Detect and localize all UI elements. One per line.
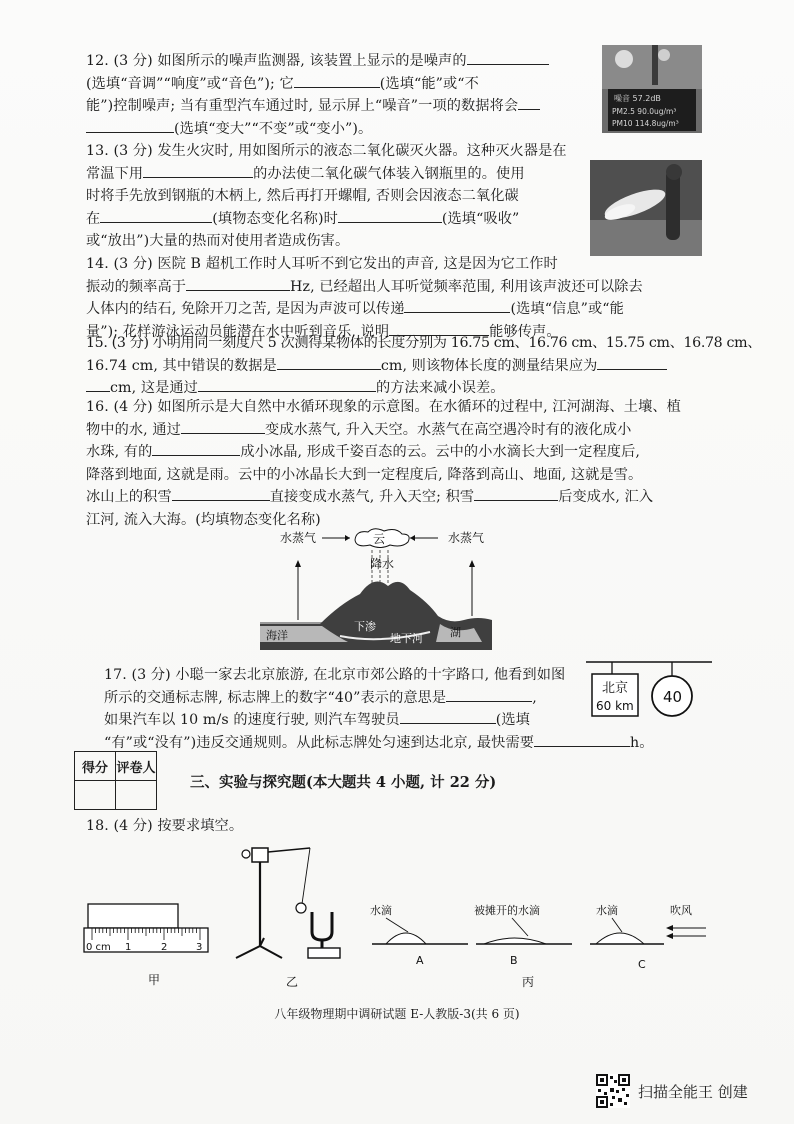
drop-b-caption: B: [510, 954, 518, 967]
q12-blank-2[interactable]: [294, 73, 380, 88]
drop-c-caption: C: [638, 958, 646, 971]
question-16: [86, 396, 681, 532]
q16-line4: 降落到地面, 这就是雨。云中的小冰晶长大到一定程度后, 降落到高山、地面, 这就是雪。: [86, 466, 643, 483]
underground-river-label: 地下河: [390, 632, 423, 645]
drop-c-pointer: [612, 918, 622, 932]
drop-c-label: 水滴: [596, 904, 618, 917]
noise-monitor-photo: [602, 45, 702, 133]
q15-line1: 15. (3 分) 小明用同一刻度尺 5 次测得某物体的长度分别为 16.75 cm、16.76 cm、15.75 cm、16.78 cm、: [86, 335, 762, 351]
evaporation-arrow-right-head: [469, 560, 475, 567]
drop-a-pointer: [386, 918, 408, 932]
q15-line3b: 的方法来减小误差。: [375, 380, 505, 397]
noise-screen-line1: 噪音 57.2dB: [614, 94, 661, 103]
page-footer: 八年级物理期中调研试题 E-人教版-3(共 6 页): [274, 1007, 520, 1021]
measured-block: [88, 904, 178, 928]
q16-line5b: 直接变成水蒸气, 升入天空; 积雪: [269, 489, 475, 506]
water-cycle-diagram: [250, 524, 500, 654]
water-drops-figure: [364, 896, 710, 992]
ocean-label: 海洋: [266, 629, 288, 642]
q12-line4: (选填“变大”“不变”或“变小”)。: [174, 120, 373, 137]
q13-line2b: 的办法使二氧化碳气体装入钢瓶里的。使用: [253, 165, 525, 182]
q17-line1: 17. (3 分) 小聪一家去北京旅游, 在北京市郊公路的十字路口, 他看到如图: [104, 667, 566, 683]
lake-label: 湖: [450, 626, 461, 639]
arrow-head-left: [345, 535, 350, 541]
scanner-stamp: [596, 1074, 748, 1108]
score-cell[interactable]: [75, 781, 116, 810]
q14-line4a: 量”); 花样游泳运动员能潜在水中听到音乐, 说明: [86, 323, 390, 340]
q14-line3b: (选填“信息”或“能: [510, 301, 624, 318]
clamp: [252, 848, 268, 862]
q17-blank-2[interactable]: [400, 709, 496, 724]
precipitation-label: 降水: [370, 557, 395, 571]
q15-blank-3[interactable]: [198, 377, 376, 392]
q17-line4a: “有”或“没有”)违反交通规则。从此标志牌处匀速到达北京, 最快需要: [104, 734, 535, 751]
q12-blank-1[interactable]: [467, 50, 549, 65]
sign-city: 北京: [602, 681, 629, 696]
q16-line1: 16. (4 分) 如图所示是大自然中水循环现象的示意图。在水循环的过程中, 江河湖海、土壤、植: [86, 399, 681, 415]
evaporation-arrow-left-head: [295, 560, 301, 567]
q13-blank-3[interactable]: [338, 208, 442, 223]
q13-line4c: (选填“吸收”: [441, 210, 520, 227]
q12-line3: 能”)控制噪声; 当有重型汽车通过时, 显示屏上“噪音”一项的数据将会: [86, 98, 519, 115]
q17-line3b: (选填: [495, 712, 530, 729]
section-3-title: 三、实验与探究题(本大题共 4 小题, 计 22 分): [190, 774, 497, 791]
question-14: [86, 253, 643, 343]
q16-line2a: 物中的水, 通过: [86, 421, 181, 438]
q17-line3a: 如果汽车以 10 m/s 的速度行驶, 则汽车驾驶员: [104, 712, 400, 729]
q16-blank-2[interactable]: [152, 441, 240, 456]
noise-screen-line2: PM2.5 90.0ug/m³: [612, 107, 677, 116]
ruler-label-1: 1: [125, 942, 132, 953]
q14-line4b: 能够传声。: [489, 323, 561, 340]
q16-line3b: 成小冰晶, 形成千姿百态的云。云中的小水滴长大到一定程度后,: [240, 444, 640, 461]
q12-line2b: (选填“能”或“不: [379, 75, 479, 92]
q13-line4a: 在: [86, 210, 101, 227]
crossbar: [268, 848, 310, 852]
q13-blank-1[interactable]: [143, 163, 253, 178]
drop-b-pointer: [512, 918, 528, 936]
q15-blank-2[interactable]: [597, 355, 667, 370]
fire-extinguisher-photo: [590, 160, 702, 256]
q16-blank-4[interactable]: [474, 486, 558, 501]
q17-line2a: 所示的交通标志牌, 标志牌上的数字“40”表示的意思是: [104, 689, 447, 706]
drop-b: [484, 938, 546, 944]
q16-blank-3[interactable]: [172, 486, 270, 501]
wind-arrow-1-head: [666, 925, 673, 931]
sign-distance: 60 km: [596, 699, 634, 713]
ruler-label-3: 3: [196, 942, 203, 953]
drop-b-label: 被摊开的水滴: [474, 904, 540, 917]
q15-line2b: cm, 则该物体长度的测量结果应为: [380, 357, 598, 374]
q14-line2b: Hz, 已经超出人耳听觉频率范围, 利用该声波还可以除去: [290, 278, 643, 295]
question-12: [86, 50, 549, 140]
cloud-label: 云: [373, 532, 386, 546]
score-table: [74, 751, 157, 810]
reviewer-label: 评卷人: [116, 752, 157, 781]
q14-line1: 14. (3 分) 医院 B 超机工作时人耳听不到它发出的声音, 这是因为它工作时: [86, 256, 558, 272]
stand-leg-right: [260, 946, 282, 958]
question-15: [86, 332, 761, 400]
q12-blank-4[interactable]: [86, 118, 174, 133]
q18-line1: 18. (4 分) 按要求填空。: [86, 818, 244, 834]
q13-line3: 时将手先放到钢瓶的木柄上, 然后再打开螺帽, 否则会因液态二氧化碳: [86, 188, 519, 205]
score-label: 得分: [75, 752, 116, 781]
q12-line1: 12. (3 分) 如图所示的噪声监测器, 该装置上显示的是噪声的: [86, 53, 467, 69]
resonance-box: [308, 948, 340, 958]
q16-blank-1[interactable]: [181, 419, 265, 434]
wind-arrow-2-head: [666, 933, 673, 939]
q16-line3a: 水珠, 有的: [86, 444, 153, 461]
q14-line3a: 人体内的结石, 免除开刀之苦, 是因为声波可以传递: [86, 301, 405, 318]
reviewer-cell[interactable]: [116, 781, 157, 810]
q16-line5a: 冰山上的积雪: [86, 489, 172, 506]
q13-line2a: 常温下用: [86, 165, 144, 182]
ruler-label-0: 0 cm: [86, 942, 111, 953]
wind-label: 吹风: [670, 904, 692, 917]
arrow-head-right: [410, 535, 415, 541]
scanner-stamp-text: 扫描全能王 创建: [638, 1082, 748, 1101]
drop-a-caption: A: [416, 954, 424, 967]
q13-line1: 13. (3 分) 发生火灾时, 用如图所示的液态二氧化碳灭火器。这种灭火器是在: [86, 143, 567, 159]
ruler-figure: [82, 898, 212, 988]
q14-blank-1[interactable]: [186, 276, 290, 291]
q14-blank-2[interactable]: [404, 298, 510, 313]
drop-c: [596, 933, 644, 944]
q15-blank-1[interactable]: [277, 355, 381, 370]
drop-a-label: 水滴: [370, 904, 392, 917]
traffic-signs: [584, 660, 714, 724]
q13-line5: 或“放出”)大量的热而对使用者造成伤害。: [86, 233, 350, 250]
seepage-label: 下渗: [354, 620, 376, 633]
figure-yi-caption: 乙: [286, 975, 299, 989]
sign-speed: 40: [663, 688, 683, 706]
q13-line4b: (填物态变化名称)时: [212, 210, 338, 227]
qr-code-icon: [596, 1074, 630, 1108]
q12-line2a: (选填“音调”“响度”或“音色”); 它: [86, 75, 294, 92]
q13-blank-2[interactable]: [100, 208, 212, 223]
q17-blank-3[interactable]: [534, 732, 630, 747]
pendulum-string: [302, 848, 310, 904]
q15-line2a: 16.74 cm, 其中错误的数据是: [86, 357, 277, 374]
q16-line2b: 变成水蒸气, 升入天空。水蒸气在高空遇冷时有的液化成小: [264, 421, 632, 438]
q15-line3a: cm, 这是通过: [110, 380, 198, 397]
pendulum-ball: [296, 903, 306, 913]
q12-blank-3[interactable]: [518, 95, 540, 110]
tuning-fork: [312, 912, 332, 940]
q15-blank-2-cont[interactable]: [86, 377, 110, 392]
question-13: [86, 140, 567, 253]
ruler-label-2: 2: [161, 942, 168, 953]
noise-screen-line3: PM10 114.8ug/m³: [612, 119, 679, 128]
drop-a: [386, 933, 426, 944]
q16-line5c: 后变成水, 汇入: [558, 489, 654, 506]
tuning-fork-figure: [230, 840, 360, 990]
figure-bing-caption: 丙: [522, 975, 535, 989]
clamp-screw: [242, 850, 250, 858]
q17-blank-1[interactable]: [446, 687, 532, 702]
q14-line2a: 振动的频率高于: [86, 278, 187, 295]
stand-leg-left: [236, 946, 260, 958]
vapor-left-label: 水蒸气: [280, 531, 317, 545]
q16-line6: 江河, 流入大海。(均填物态变化名称): [86, 511, 321, 528]
question-17: 17. (3 分) 小聪一家去北京旅游, 在北京市郊公路的十字路口, 他看到如图 所示的交通标志牌, 标志牌上的数字“40”表示的意思是 , 如果汽车以 10 m/s 的速度行驶, 则汽车驾驶员 (选填 “有”或“没有”)违反交通规则。从此标志牌处匀速到达北京, 最快需要 h。: [104, 667, 654, 751]
q17-line4b: h。: [630, 734, 654, 751]
figure-jia-caption: 甲: [148, 973, 161, 987]
question-18: [86, 815, 243, 838]
vapor-right-label: 水蒸气: [448, 531, 485, 545]
